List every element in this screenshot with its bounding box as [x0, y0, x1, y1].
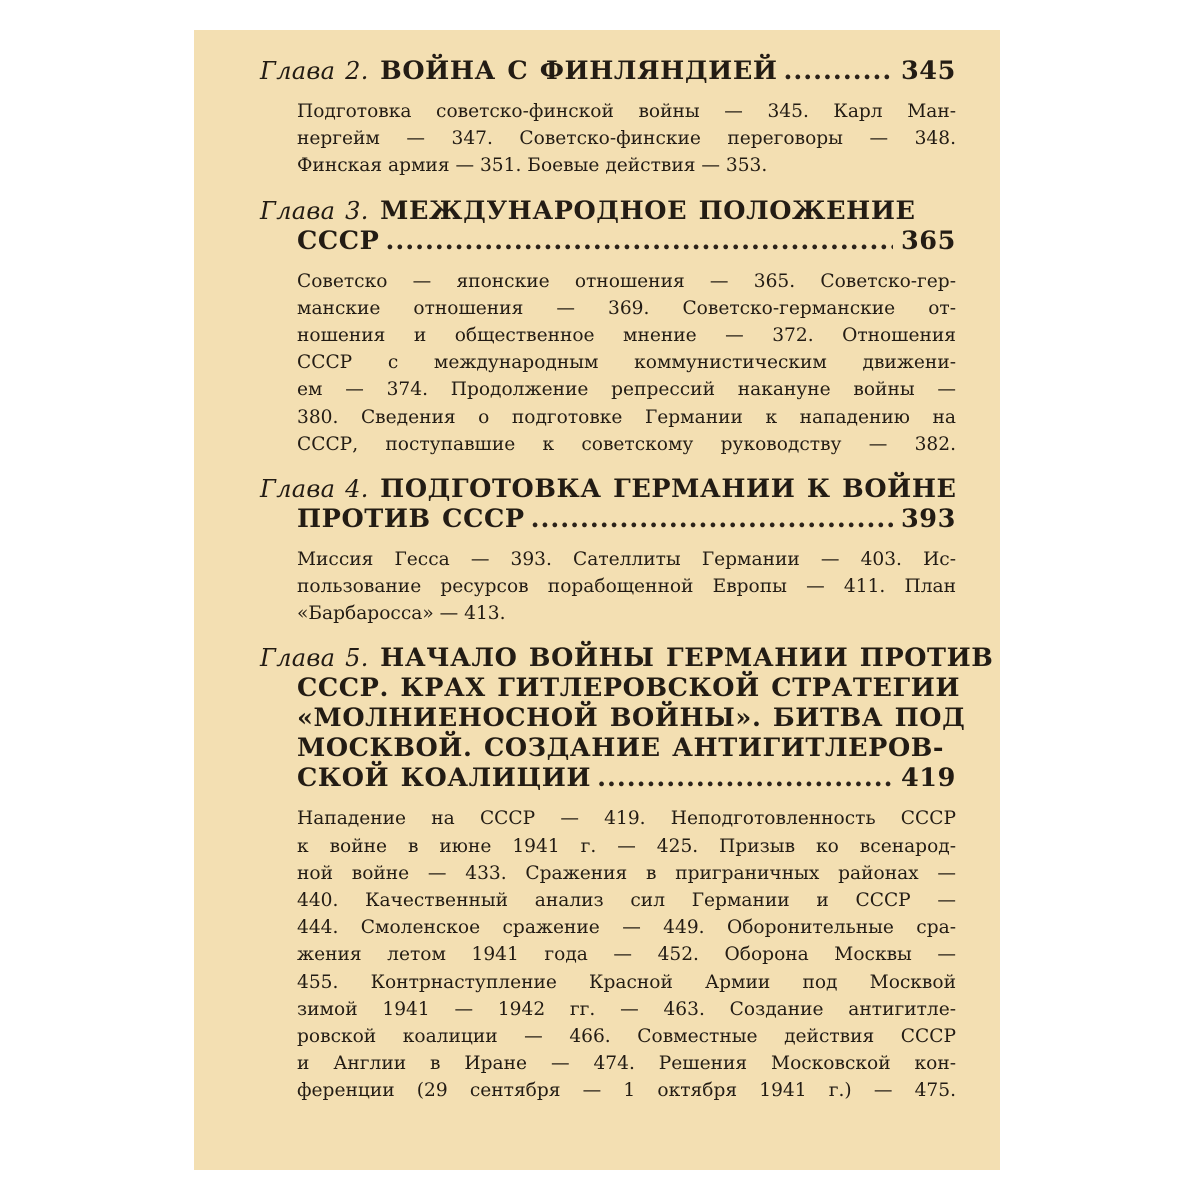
chapter-title: ПРОТИВ СССР — [297, 503, 525, 534]
chapter-contents — [260, 268, 956, 458]
chapter-contents — [260, 98, 956, 180]
dot-leader — [784, 56, 893, 86]
contents-line: пользование ресурсов порабощенной Европы — 411. План — [297, 576, 956, 598]
contents-line: «Барбаросса» — 413. — [297, 603, 506, 625]
contents-line: 444. Смоленское сражение — 449. Оборонительные сра- — [297, 917, 956, 939]
chapter-number: Глава 2. — [260, 57, 369, 85]
contents-line: Нападение на СССР — 419. Неподготовленность СССР — [297, 808, 956, 830]
contents-line: Финская армия — 351. Боевые действия — 353. — [297, 155, 768, 177]
chapter-heading — [260, 703, 966, 734]
chapter-page-number: 345 — [900, 56, 956, 86]
chapter-number: Глава 4. — [260, 474, 369, 503]
chapter-heading — [260, 673, 961, 704]
chapter-page-number: 365 — [900, 225, 956, 256]
chapter-5 — [260, 643, 994, 1104]
contents-line: манские отношения — 369. Советско-германские от- — [297, 297, 956, 319]
contents-line: ем — 374. Продолжение репрессий накануне войны — — [297, 379, 956, 401]
contents-line: жения летом 1941 года — 452. Оборона Москвы — — [297, 944, 956, 966]
chapter-title: СССР. КРАХ ГИТЛЕРОВСКОЙ СТРАТЕГИИ — [297, 673, 961, 704]
chapter-heading — [260, 474, 956, 504]
chapter-heading — [260, 56, 956, 86]
chapter-heading — [260, 643, 994, 674]
contents-line: 440. Качественный анализ сил Германии и СССР — — [297, 890, 956, 911]
chapter-2 — [260, 56, 956, 180]
contents-line: ровской коалиции — 466. Совместные действия СССР — [297, 1025, 956, 1047]
chapter-heading — [260, 196, 956, 226]
chapter-title: СССР — [297, 225, 380, 256]
chapter-title: СКОЙ КОАЛИЦИИ — [297, 763, 592, 794]
book-page — [194, 30, 1000, 1170]
contents-line: 380. Сведения о подготовке Германии к нападению на — [297, 406, 956, 428]
chapter-number: Глава 5. — [260, 644, 369, 673]
contents-line: и Англии в Иране — 474. Решения Московской кон- — [297, 1053, 956, 1075]
contents-line: Советско — японские отношения — 365. Советско-гер- — [297, 270, 956, 292]
contents-line: 455. Контрнаступление Красной Армии под Москвой — [297, 971, 956, 993]
chapter-title: МОСКВОЙ. СОЗДАНИЕ АНТИГИТЛЕРОВ- — [297, 733, 945, 764]
chapter-title: ПОДГОТОВКА ГЕРМАНИИ К ВОЙНЕ — [380, 473, 957, 504]
chapter-title: «МОЛНИЕНОСНОЙ ВОЙНЫ». БИТВА ПОД — [297, 703, 966, 734]
chapter-heading — [260, 733, 956, 763]
contents-line: к войне в июне 1941 г. — 425. Призыв ко всенарод- — [297, 835, 956, 857]
contents-line: СССР, поступавшие к советскому руководству — 382. — [297, 433, 956, 455]
contents-line: нергейм — 347. Советско-финские переговоры — 348. — [297, 128, 956, 150]
contents-line: Подготовка советско-финской войны — 345. Карл Ман- — [297, 101, 956, 122]
chapter-contents — [260, 805, 956, 1104]
contents-line: ференции (29 сентября — 1 октября 1941 г.) — 475. — [297, 1080, 956, 1102]
contents-line: зимой 1941 — 1942 гг. — 463. Создание антигитле- — [297, 998, 956, 1020]
chapter-number: Глава 3. — [260, 196, 369, 225]
contents-line: СССР с международным коммунистическим движени- — [297, 352, 956, 374]
contents-line: ной войне — 433. Сражения в приграничных районах — — [297, 862, 956, 884]
chapter-page-number: 419 — [900, 763, 956, 794]
chapter-4 — [260, 474, 956, 628]
chapter-heading — [260, 763, 956, 793]
chapter-title: ВОЙНА С ФИНЛЯНДИЕЙ — [380, 56, 778, 86]
dot-leader — [385, 226, 893, 256]
chapter-title: МЕЖДУНАРОДНОЕ ПОЛОЖЕНИЕ — [380, 195, 916, 226]
dot-leader — [597, 763, 893, 793]
chapter-heading — [260, 504, 956, 534]
chapter-title: НАЧАЛО ВОЙНЫ ГЕРМАНИИ ПРОТИВ — [380, 643, 994, 674]
dot-leader — [531, 504, 893, 534]
contents-line: ношения и общественное мнение — 372. Отношения — [297, 324, 956, 346]
chapter-page-number: 393 — [900, 503, 956, 534]
contents-line: Миссия Гесса — 393. Сателлиты Германии — 403. Ис- — [297, 548, 956, 570]
chapter-contents — [260, 546, 956, 628]
chapter-heading — [260, 226, 956, 256]
chapter-3 — [260, 196, 956, 458]
